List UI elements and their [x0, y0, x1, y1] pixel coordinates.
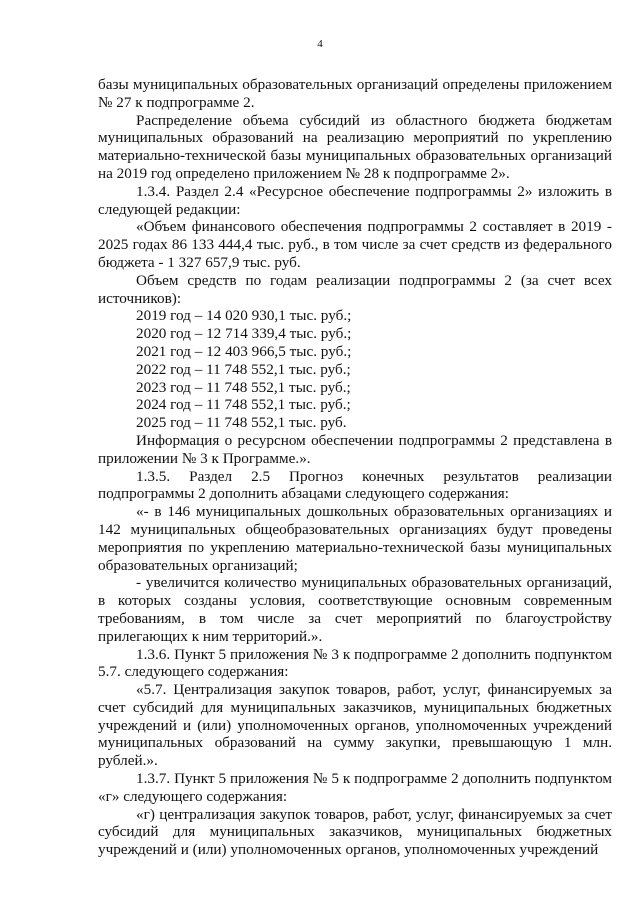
paragraph: Распределение объема субсидий из областного бюджета бюджетам муниципальных образований на реализацию мероприятий по укреплению материально-технической базы муниципальных образовательных организаций на 2019 год определено приложением № 28 к подпрограмме 2». [98, 111, 612, 182]
paragraph: Объем средств по годам реализации подпрограммы 2 (за счет всех источников): [98, 271, 612, 307]
funding-year-item: 2019 год – 14 020 930,1 тыс. руб.; [136, 307, 352, 325]
document-body [98, 76, 612, 859]
paragraph: 1.3.7. Пункт 5 приложения № 5 к подпрограмме 2 дополнить подпунктом «г» следующего содержания: [98, 770, 612, 805]
paragraph: - увеличится количество муниципальных образовательных организаций, в которых созданы условия, соответствующие основным современным требованиям, в том числе за счет мероприятий по благоустройству прилегающих к ним территорий.». [98, 574, 612, 645]
top-paragraphs [98, 76, 612, 307]
paragraph: 1.3.6. Пункт 5 приложения № 3 к подпрограмме 2 дополнить подпунктом 5.7. следующего содержания: [98, 645, 612, 681]
paragraph: базы муниципальных образовательных организаций определены приложением № 27 к подпрограмме 2. [98, 76, 612, 111]
funding-year-item: 2022 год – 11 748 552,1 тыс. руб.; [136, 360, 351, 378]
funding-year-item: 2021 год – 12 403 966,5 тыс. руб.; [136, 342, 352, 360]
paragraph: Информация о ресурсном обеспечении подпрограммы 2 представлена в приложении № 3 к Программе.». [98, 431, 612, 467]
paragraph: «5.7. Централизация закупок товаров, работ, услуг, финансируемых за счет субсидий для муниципальных заказчиков, муниципальных бюджетных учреждений и (или) уполномоченных органов, уполномоченных учреждений муниципальных образований на сумму закупки, превышающую 1 млн. рублей.». [98, 681, 612, 770]
bottom-paragraphs [98, 432, 612, 859]
funding-by-year-list [98, 307, 612, 432]
page-number: 4 [317, 38, 323, 50]
paragraph: «г) централизация закупок товаров, работ, услуг, финансируемых за счет субсидий для муниципальных заказчиков, муниципальных бюджетных учреждений и (или) уполномоченных органов, уполномоченных учреждений [98, 805, 612, 859]
funding-year-item: 2020 год – 12 714 339,4 тыс. руб.; [136, 325, 352, 343]
funding-year-item: 2023 год – 11 748 552,1 тыс. руб.; [136, 378, 351, 396]
paragraph: 1.3.4. Раздел 2.4 «Ресурсное обеспечение подпрограммы 2» изложить в следующей редакции: [98, 182, 612, 218]
paragraph: «Объем финансового обеспечения подпрограммы 2 составляет в 2019 - 2025 годах 86 133 444,4 тыс. руб., в том числе за счет средств из федерального бюджета - 1 327 657,9 тыс. руб. [98, 218, 612, 271]
funding-year-item: 2025 год – 11 748 552,1 тыс. руб. [136, 414, 347, 432]
funding-year-item: 2024 год – 11 748 552,1 тыс. руб.; [136, 396, 351, 414]
paragraph: «- в 146 муниципальных дошкольных образовательных организациях и 142 муниципальных общеобразовательных организациях будут проведены мероприятия по укреплению материально-технической базы муниципальных образовательных организаций; [98, 503, 612, 574]
paragraph: 1.3.5. Раздел 2.5 Прогноз конечных результатов реализации подпрограммы 2 дополнить абзацами следующего содержания: [98, 467, 612, 503]
